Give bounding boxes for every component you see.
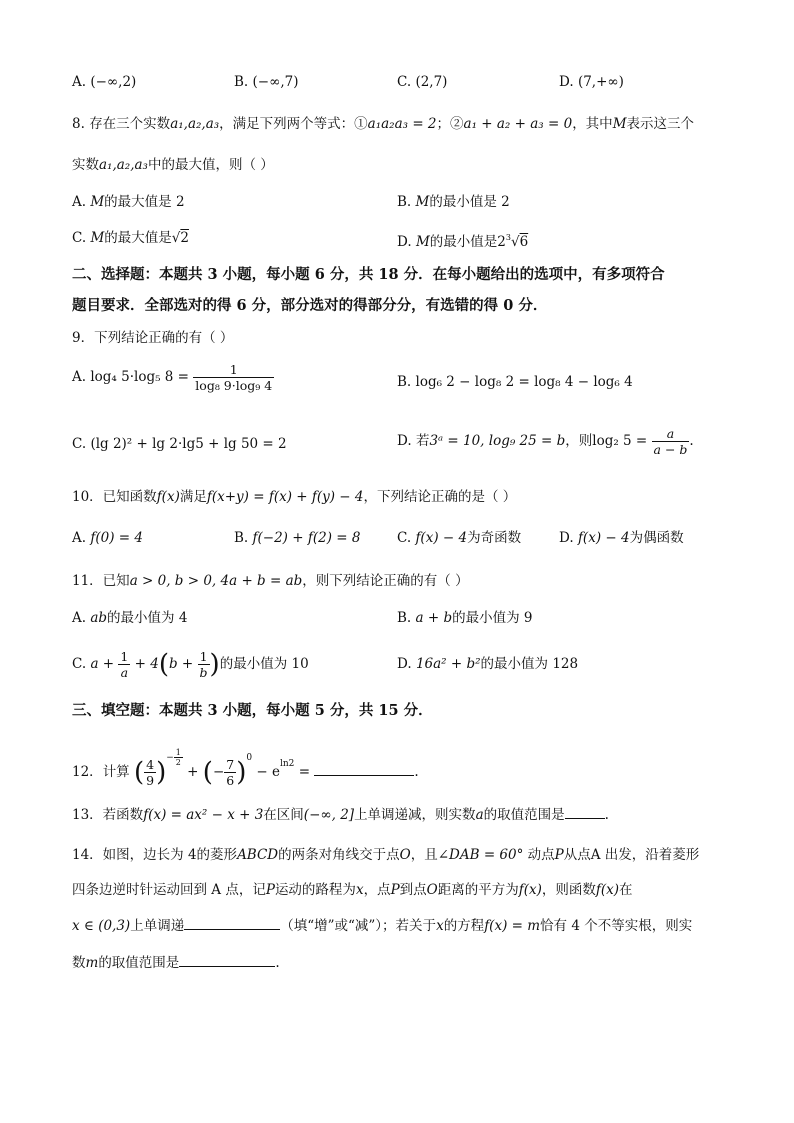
q9-a-fraction: $\frac{1}{\text{log₈ 9·log₉ 4}}$ [195, 362, 273, 393]
sqrt-2: √2 [171, 230, 189, 246]
q8-option-d: D. M的最小值是$2^3√6$ [397, 233, 529, 250]
q11-option-d: D. 16a² + b²的最小值为 128 [397, 656, 579, 672]
q9-option-a: A. log₄ 5·log₅ 8 = $\frac{1}{\text{log₈ 9·log₉ 4}}$ [72, 362, 273, 393]
q9-d-fraction: $\frac{a}{a - b}$ [653, 426, 688, 457]
q8-option-c: C. M的最大值是√2 [72, 230, 189, 246]
q11-option-b: B. a + b的最小值为 9 [397, 610, 533, 626]
q9-option-b: B. log₆ 2 − log₈ 2 = log₈ 4 − log₆ 4 [397, 374, 633, 390]
section3-heading: 三、填空题：本题共 3 小题，每小题 5 分，共 15 分． [72, 702, 433, 719]
q9-option-c: C. (lg 2)² + lg 2·lg5 + lg 50 = 2 [72, 436, 287, 452]
q11-option-a: A. ab的最小值为 4 [72, 610, 188, 626]
q10-stem: 10．已知函数f(x)满足f(x+y) = f(x) + f(y) − 4，下列结论正确的是（ ） [72, 489, 517, 505]
q11-stem: 11．已知a > 0, b > 0, 4a + b = ab，则下列结论正确的有（ ） [72, 573, 469, 589]
q7-option-a: A. (−∞,2) [72, 74, 137, 90]
q9-stem: 9．下列结论正确的有（ ） [72, 330, 234, 346]
q14-line3: x ∈ (0,3)上单调递 （填“增”或“减”）；若关于x的方程f(x) = m恰有 4 个不等实根，则实 [72, 918, 693, 934]
q12-answer-blank[interactable] [314, 763, 414, 776]
q12-expression: ( $\frac{4}{9}$ )$^{- \frac{1}{2}}$ + (− $\frac{7}{6}$ )$^0 - e^{ln2}$ = [133, 748, 311, 788]
q14-answer-blank-1[interactable] [184, 917, 280, 930]
section2-heading-line2: 题目要求．全部选对的得 6 分，部分选对的得部分分，有选错的得 0 分． [72, 297, 548, 314]
q8-stem-line2: 实数a₁,a₂,a₃中的最大值，则（ ） [72, 157, 274, 173]
q13-answer-blank[interactable] [565, 806, 605, 819]
q11-c-expression: a + $\frac{1}{a}$ + 4(b + $\frac{1}{b}$ ) [90, 649, 220, 680]
q10-option-b: B. f(−2) + f(2) = 8 [234, 530, 361, 546]
q8-option-b: B. M的最小值是 2 [397, 194, 510, 210]
q7-option-d: D. (7,+∞) [559, 74, 624, 90]
q9-option-d: D. 若3ᵃ = 10, log₉ 25 = b，则log₂ 5 = $\frac{a}{a - b}$ . [397, 426, 694, 457]
q10-option-d: D. f(x) − 4为偶函数 [559, 530, 684, 546]
q13-stem: 13．若函数f(x) = ax² − x + 3在区间(−∞, 2]上单调递减，则实数a的取值范围是 . [72, 807, 609, 823]
q7-option-b: B. (−∞,7) [234, 74, 299, 90]
q12-stem: 12．计算 ( $\frac{4}{9}$ )$^{- \frac{1}{2}}$ + (− $\frac{7}{6}$ )$^0 - e^{ln2}$ = . [72, 748, 419, 788]
q14-answer-blank-2[interactable] [179, 954, 275, 967]
q14-line1: 14．如图，边长为 4的菱形ABCD的两条对角线交于点O，且∠DAB = 60° 动点P从点A 出发，沿着菱形 [72, 847, 700, 863]
section2-heading-line1: 二、选择题：本题共 3 小题，每小题 6 分，共 18 分．在每小题给出的选项中，有多项符合 [72, 266, 665, 283]
q10-option-a: A. f(0) = 4 [72, 530, 143, 546]
q14-line2: 四条边逆时针运动回到 A 点，记P运动的路程为x，点P到点O距离的平方为f(x)，则函数f(x)在 [72, 882, 633, 898]
q14-line4: 数m的取值范围是 . [72, 955, 280, 971]
q8-stem-line1: 8. 存在三个实数a₁,a₂,a₃，满足下列两个等式：①a₁a₂a₃ = 2；②a₁ + a₂ + a₃ = 0，其中M表示这三个 [72, 116, 695, 132]
q7-option-c: C. (2,7) [397, 74, 448, 90]
q11-option-c: C. a + $\frac{1}{a}$ + 4(b + $\frac{1}{b}$ )的最小值为 10 [72, 649, 309, 680]
q8-option-a: A. M的最大值是 2 [72, 194, 185, 210]
cbrt-expression: $2^3√6$ [497, 233, 529, 250]
q10-option-c: C. f(x) − 4为奇函数 [397, 530, 522, 546]
